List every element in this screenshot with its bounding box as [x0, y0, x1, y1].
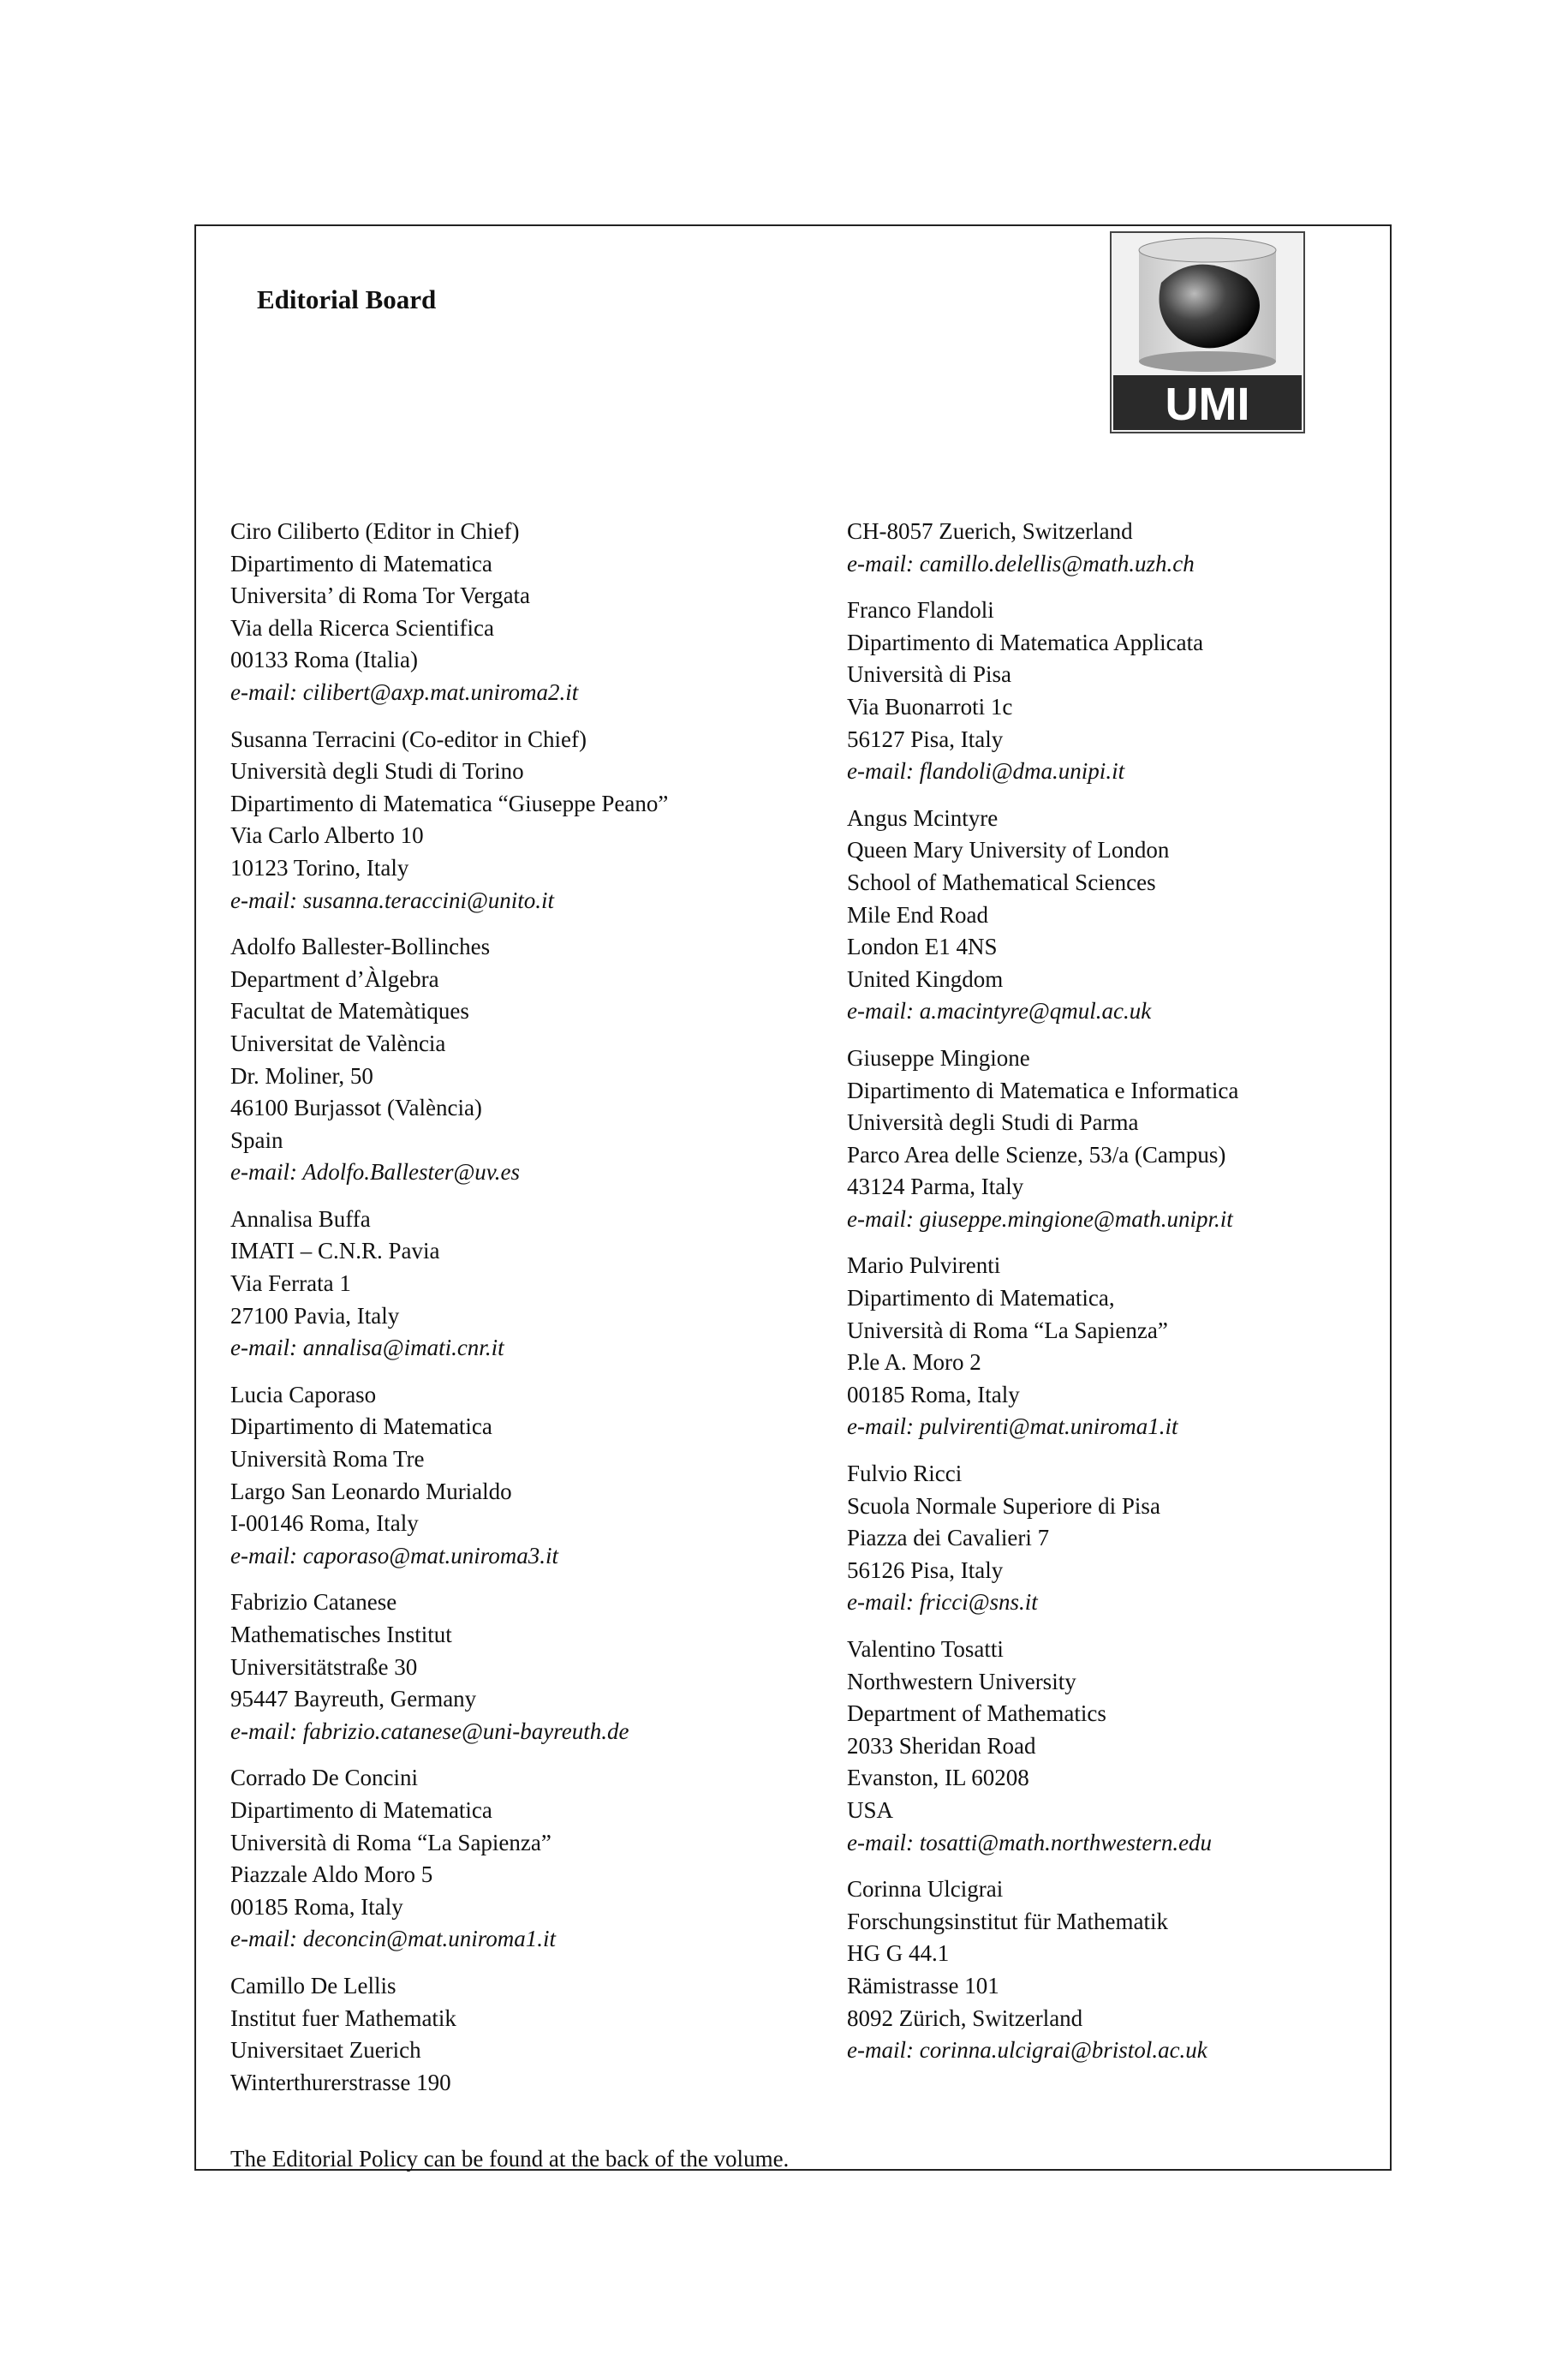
address-line: Mathematisches Institut	[230, 1622, 452, 1647]
address-line: United Kingdom	[847, 965, 1004, 992]
address-line: Piazza dei Cavalieri 7	[847, 1525, 1050, 1551]
editor-name: Ciro Ciliberto (Editor in Chief)	[230, 518, 520, 544]
address-line: Corinna Ulcigrai	[847, 1876, 1004, 1903]
address-line: Mario Pulvirenti	[847, 1252, 1001, 1279]
address-line: Dipartimento di Matematica e Informatica	[847, 1077, 1239, 1103]
email-line: e-mail: giuseppe.mingione@math.unipr.it	[847, 1205, 1233, 1232]
email-line: e-mail: a.macintyre@qmul.ac.uk	[847, 998, 1152, 1025]
email-line: e-mail: fabrizio.catanese@uni-bayreuth.de	[230, 1718, 629, 1744]
address-line: Dipartimento di Matematica	[230, 550, 492, 577]
editor-entry	[230, 1970, 830, 2099]
address-line: Queen Mary University of London	[847, 837, 1170, 863]
email-line: e-mail: Adolfo.Ballester@uv.es	[230, 1159, 521, 1186]
address-line: CH-8057 Zuerich, Switzerland	[847, 518, 1133, 544]
editor-entry	[847, 803, 1378, 1028]
editor-entry	[847, 516, 1378, 580]
address-line: Università di Roma “La Sapienza”	[230, 1829, 551, 1855]
address-line: 27100 Pavia, Italy	[230, 1302, 400, 1329]
page-title: Editorial Board	[257, 284, 437, 314]
address-line: London E1 4NS	[847, 934, 998, 960]
editor-entry	[230, 931, 830, 1189]
email-line: e-mail: caporaso@mat.uniroma3.it	[230, 1542, 559, 1568]
logo-text: UMI	[1165, 379, 1250, 430]
address-line: Via Buonarroti 1c	[847, 693, 1013, 720]
editor-entry	[230, 1762, 830, 1956]
right-column	[847, 516, 1378, 2082]
email-line: e-mail: fricci@sns.it	[847, 1589, 1038, 1616]
address-line: Parco Area delle Scienze, 53/a (Campus)	[847, 1141, 1226, 1168]
address-line: Facultat de Matemàtiques	[230, 998, 469, 1025]
address-line: Universita’ di Roma Tor Vergata	[230, 583, 531, 609]
address-line: Dipartimento di Matematica,	[847, 1285, 1115, 1311]
address-line: Rämistrasse 101	[847, 1972, 999, 1999]
umi-logo	[1110, 231, 1305, 433]
editor-entry	[230, 1204, 830, 1365]
address-line: Dipartimento di Matematica	[230, 1796, 492, 1823]
address-line: Dr. Moliner, 50	[230, 1062, 373, 1089]
address-line: Franco Flandoli	[847, 597, 994, 624]
address-line: Angus Mcintyre	[847, 804, 999, 831]
address-line: 00133 Roma (Italia)	[230, 647, 418, 673]
editor-name: Camillo De Lellis	[230, 1972, 396, 1999]
email-line: e-mail: camillo.delellis@math.uzh.ch	[847, 550, 1195, 577]
email-line: e-mail: cilibert@axp.mat.uniroma2.it	[230, 678, 579, 705]
address-line: School of Mathematical Sciences	[847, 869, 1156, 895]
editor-entry	[847, 1250, 1378, 1443]
address-line: Institut fuer Mathematik	[230, 2005, 456, 2031]
address-line: Forschungsinstitut für Mathematik	[847, 1908, 1168, 1934]
address-line: Università di Pisa	[847, 661, 1011, 688]
email-line: e-mail: pulvirenti@mat.uniroma1.it	[847, 1413, 1178, 1440]
address-line: 00185 Roma, Italy	[847, 1381, 1020, 1407]
address-line: Dipartimento di Matematica Applicata	[847, 629, 1204, 655]
editor-entry	[230, 1586, 830, 1748]
address-line: Piazzale Aldo Moro 5	[230, 1861, 433, 1888]
email-line: e-mail: annalisa@imati.cnr.it	[230, 1335, 504, 1361]
address-line: 56127 Pisa, Italy	[847, 726, 1004, 752]
address-line: Dipartimento di Matematica	[230, 1413, 492, 1440]
editor-entry	[847, 594, 1378, 788]
address-line: Università di Roma “La Sapienza”	[847, 1317, 1168, 1343]
address-line: Universitätstraße 30	[230, 1653, 418, 1680]
address-line: Largo San Leonardo Murialdo	[230, 1478, 512, 1504]
address-line: USA	[847, 1796, 894, 1823]
address-line: IMATI – C.N.R. Pavia	[230, 1238, 440, 1264]
address-line: Giuseppe Mingione	[847, 1044, 1030, 1071]
address-line: Mile End Road	[847, 901, 988, 928]
address-line: Università degli Studi di Parma	[847, 1109, 1139, 1136]
email-line: e-mail: flandoli@dma.unipi.it	[847, 758, 1125, 785]
editor-entry	[847, 1043, 1378, 1236]
address-line: Northwestern University	[847, 1668, 1076, 1694]
email-line: e-mail: deconcin@mat.uniroma1.it	[230, 1926, 557, 1952]
address-line: Winterthurerstrasse 190	[230, 2069, 451, 2095]
editor-entry	[230, 724, 830, 917]
address-line: Universitat de València	[230, 1030, 446, 1056]
address-line: Evanston, IL 60208	[847, 1765, 1029, 1791]
address-line: 56126 Pisa, Italy	[847, 1556, 1004, 1583]
editor-entry	[230, 1379, 830, 1573]
address-line: Via Ferrata 1	[230, 1270, 351, 1297]
address-line: 46100 Burjassot (València)	[230, 1095, 482, 1121]
editor-name: Fabrizio Catanese	[230, 1589, 397, 1616]
editor-entry	[230, 516, 830, 709]
address-line: 2033 Sheridan Road	[847, 1732, 1036, 1759]
address-line: P.le A. Moro 2	[847, 1349, 981, 1376]
editor-name: Corrado De Concini	[230, 1765, 418, 1791]
email-line: e-mail: susanna.teraccini@unito.it	[230, 887, 555, 913]
address-line: Università degli Studi di Torino	[230, 758, 524, 785]
editor-entry	[847, 1458, 1378, 1619]
email-line: e-mail: corinna.ulcigrai@bristol.ac.uk	[847, 2037, 1207, 2064]
editorial-board-frame	[194, 224, 1392, 2171]
editor-entry	[847, 1634, 1378, 1859]
editor-name: Lucia Caporaso	[230, 1381, 377, 1407]
address-line: 10123 Torino, Italy	[230, 854, 409, 881]
address-line: 00185 Roma, Italy	[230, 1893, 403, 1920]
address-line: 95447 Bayreuth, Germany	[230, 1686, 477, 1712]
editorial-policy-note: The Editorial Policy can be found at the back of the volume.	[230, 2146, 790, 2172]
address-line: Scuola Normale Superiore di Pisa	[847, 1492, 1160, 1519]
address-line: 8092 Zürich, Switzerland	[847, 2005, 1083, 2031]
editor-name: Susanna Terracini (Co-editor in Chief)	[230, 726, 587, 752]
address-line: Via della Ricerca Scientifica	[230, 614, 494, 641]
editor-entry	[847, 1873, 1378, 2067]
address-line: HG G 44.1	[847, 1940, 950, 1967]
address-line: 43124 Parma, Italy	[847, 1174, 1024, 1200]
address-line: Valentino Tosatti	[847, 1636, 1004, 1662]
address-line: Via Carlo Alberto 10	[230, 822, 424, 849]
editor-name: Annalisa Buffa	[230, 1205, 371, 1232]
address-line: Department of Mathematics	[847, 1700, 1106, 1727]
address-line: Fulvio Ricci	[847, 1461, 963, 1487]
editor-name: Adolfo Ballester-Bollinches	[230, 934, 491, 960]
address-line: I-00146 Roma, Italy	[230, 1510, 419, 1537]
address-line: Spain	[230, 1126, 283, 1153]
address-line: Universitaet Zuerich	[230, 2037, 421, 2064]
address-line: Dipartimento di Matematica “Giuseppe Peano”	[230, 790, 669, 816]
address-line: Department d’Àlgebra	[230, 965, 439, 992]
address-line: Università Roma Tre	[230, 1446, 425, 1473]
left-column	[230, 516, 830, 2113]
email-line: e-mail: tosatti@math.northwestern.edu	[847, 1829, 1213, 1855]
